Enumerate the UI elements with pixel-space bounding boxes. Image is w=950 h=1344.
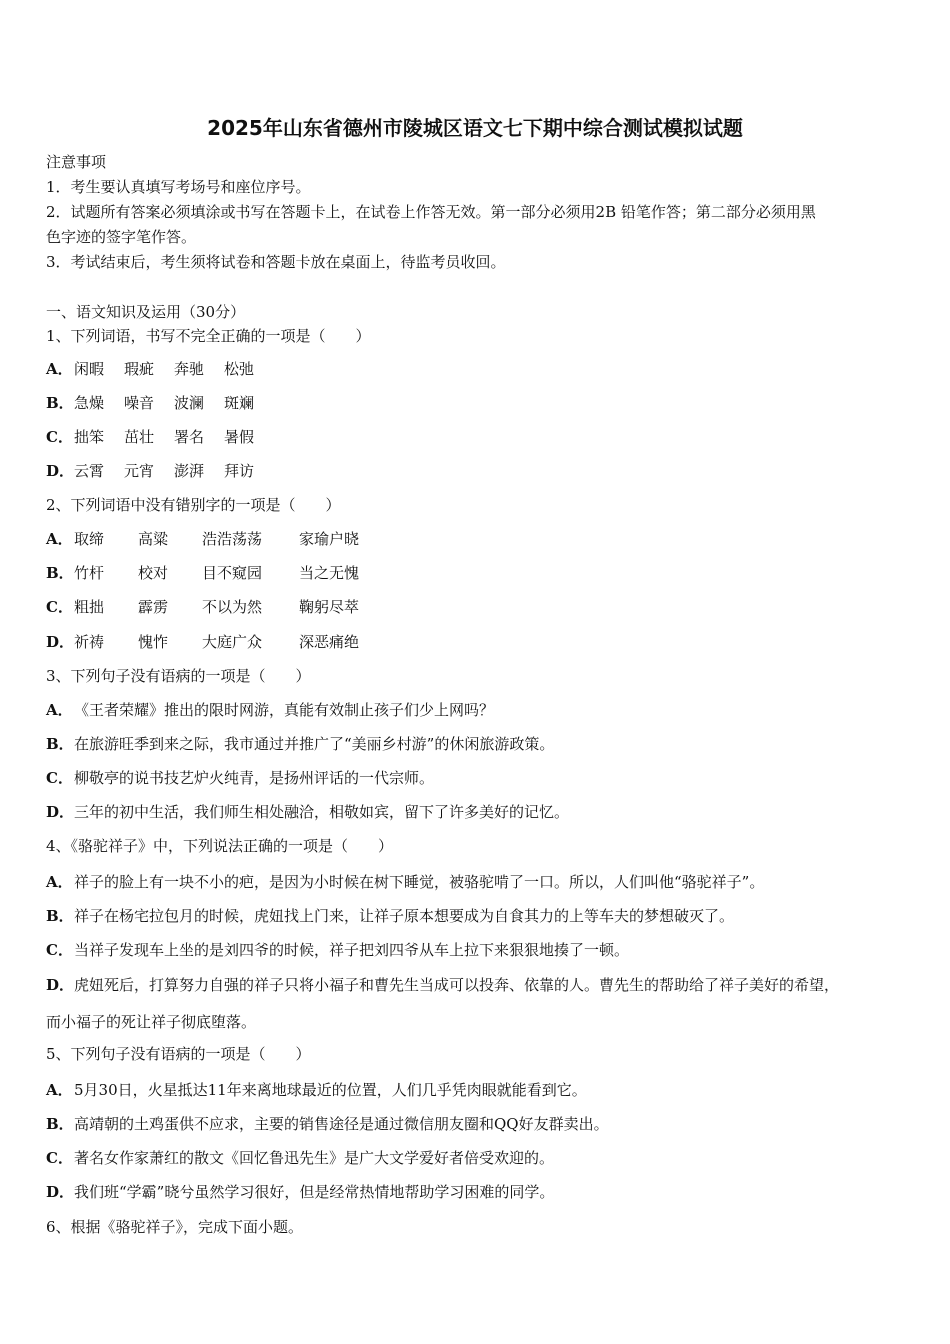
- option-word: 云霄: [74, 462, 105, 480]
- option-word: 当之无愧: [299, 564, 360, 582]
- option-word: 斑斓: [224, 394, 255, 412]
- option-word: 霹雳: [138, 598, 169, 616]
- option-word: 目不窥园: [202, 564, 263, 582]
- option-word: 元宵: [124, 462, 155, 480]
- option-word: 祈祷: [74, 633, 105, 651]
- q2-option-b[interactable]: [46, 563, 359, 583]
- q2-option-a[interactable]: [46, 529, 359, 549]
- option-label: C．: [46, 941, 73, 959]
- option-word: 浩浩荡荡: [202, 530, 263, 548]
- option-label: B．: [46, 394, 74, 412]
- option-label: A．: [46, 1081, 73, 1099]
- option-word: 瑕疵: [124, 360, 155, 378]
- option-text: 祥子在杨宅拉包月的时候，虎妞找上门来，让祥子原本想要成为自食其力的上等车夫的梦想破灭了。: [74, 907, 735, 925]
- q3-option-d[interactable]: [46, 802, 569, 822]
- q3-option-a[interactable]: [46, 700, 494, 720]
- notice-item-3: 3．考试结束后，考生须将试卷和答题卡放在桌面上，待监考员收回。: [46, 253, 506, 271]
- q5-option-c[interactable]: [46, 1148, 554, 1168]
- question-4-stem: 4、《骆驼祥子》中，下列说法正确的一项是（ ）: [46, 837, 394, 855]
- notice-heading: 注意事项: [46, 153, 107, 171]
- option-word: 松弛: [224, 360, 255, 378]
- section-heading: 一、语文知识及运用（30分）: [46, 303, 246, 321]
- option-text: 5月30日，火星抵达11年来离地球最近的位置，人们几乎凭肉眼就能看到它。: [74, 1081, 587, 1099]
- q1-option-d[interactable]: [46, 461, 274, 481]
- q4-option-d[interactable]: [46, 975, 839, 995]
- q1-option-b[interactable]: [46, 393, 274, 413]
- option-text: 在旅游旺季到来之际，我市通过并推广了“美丽乡村游”的休闲旅游政策。: [74, 735, 555, 753]
- option-label: B．: [46, 1115, 74, 1133]
- option-word: 取缔: [74, 530, 105, 548]
- option-label: C．: [46, 428, 73, 446]
- option-text: 虎妞死后，打算努力自强的祥子只将小福子和曹先生当成可以投奔、依靠的人。曹先生的帮助给了祥子美好的希望，: [74, 976, 840, 994]
- q4-option-b[interactable]: [46, 906, 734, 926]
- option-word: 深恶痛绝: [299, 633, 360, 651]
- option-text: 著名女作家萧红的散文《回忆鲁迅先生》是广大文学爱好者倍受欢迎的。: [74, 1149, 555, 1167]
- question-5-stem: 5、下列句子没有语病的一项是（ ）: [46, 1045, 311, 1063]
- q3-option-b[interactable]: [46, 734, 554, 754]
- q1-option-c[interactable]: [46, 427, 274, 447]
- option-label: D．: [46, 633, 75, 651]
- option-word: 竹杆: [74, 564, 105, 582]
- option-text: 柳敬亭的说书技艺炉火纯青，是扬州评话的一代宗师。: [74, 769, 435, 787]
- option-label: D．: [46, 462, 75, 480]
- option-label: D．: [46, 976, 75, 994]
- option-label: B．: [46, 564, 74, 582]
- notice-item-2-cont: 色字迹的签字笔作答。: [46, 228, 197, 246]
- option-word: 噪音: [124, 394, 155, 412]
- q5-option-d[interactable]: [46, 1182, 554, 1202]
- page-title: 2025年山东省德州市陵城区语文七下期中综合测试模拟试题: [207, 116, 743, 140]
- option-word: 急燥: [74, 394, 105, 412]
- option-word: 澎湃: [174, 462, 205, 480]
- q5-option-b[interactable]: [46, 1114, 609, 1134]
- option-label: D．: [46, 803, 75, 821]
- option-word: 高粱: [138, 530, 169, 548]
- option-word: 闲暇: [74, 360, 105, 378]
- option-word: 愧怍: [138, 633, 169, 651]
- option-text: 当祥子发现车上坐的是刘四爷的时候，祥子把刘四爷从车上拉下来狠狠地揍了一顿。: [74, 941, 630, 959]
- option-label: C．: [46, 769, 73, 787]
- option-word: 校对: [138, 564, 169, 582]
- option-label: A．: [46, 873, 73, 891]
- option-label: D．: [46, 1183, 75, 1201]
- option-word: 家瑜户晓: [299, 530, 360, 548]
- q2-option-d[interactable]: [46, 632, 359, 652]
- option-word: 署名: [174, 428, 205, 446]
- option-word: 茁壮: [124, 428, 155, 446]
- option-word: 波澜: [174, 394, 205, 412]
- q4-option-c[interactable]: [46, 940, 629, 960]
- notice-item-2: 2．试题所有答案必须填涂或书写在答题卡上，在试卷上作答无效。第一部分必须用2B 铅笔作答；第二部分必须用黑: [46, 203, 816, 221]
- option-text: 我们班“学霸”晓兮虽然学习很好，但是经常热情地帮助学习困难的同学。: [74, 1183, 555, 1201]
- option-label: A．: [46, 530, 73, 548]
- notice-item-1: 1．考生要认真填写考场号和座位序号。: [46, 178, 311, 196]
- option-text: 高靖朝的土鸡蛋供不应求，主要的销售途径是通过微信朋友圈和QQ好友群卖出。: [74, 1115, 609, 1133]
- q4-option-a[interactable]: [46, 872, 764, 892]
- option-text: 《王者荣耀》推出的限时网游，真能有效制止孩子们少上网吗？: [74, 701, 495, 719]
- option-label: A．: [46, 701, 73, 719]
- q1-option-a[interactable]: [46, 359, 274, 379]
- q2-option-c[interactable]: [46, 597, 359, 617]
- option-text: 祥子的脸上有一块不小的疤，是因为小时候在树下睡觉，被骆驼啃了一口。所以，人们叫他“骆驼祥子”。: [74, 873, 765, 891]
- question-6-stem: 6、根据《骆驼祥子》，完成下面小题。: [46, 1218, 304, 1236]
- option-word: 大庭广众: [202, 633, 263, 651]
- option-text: 三年的初中生活，我们师生相处融洽，相敬如宾，留下了许多美好的记忆。: [74, 803, 570, 821]
- option-word: 鞠躬尽萃: [299, 598, 360, 616]
- option-word: 暑假: [224, 428, 255, 446]
- option-word: 粗拙: [74, 598, 105, 616]
- option-word: 不以为然: [202, 598, 263, 616]
- option-label: B．: [46, 735, 74, 753]
- q4-option-d-continuation: 而小福子的死让祥子彻底堕落。: [46, 1013, 257, 1031]
- option-word: 奔驰: [174, 360, 205, 378]
- option-word: 拜访: [224, 462, 255, 480]
- q3-option-c[interactable]: [46, 768, 434, 788]
- question-3-stem: 3、下列句子没有语病的一项是（ ）: [46, 667, 311, 685]
- option-label: C．: [46, 598, 73, 616]
- q5-option-a[interactable]: [46, 1080, 587, 1100]
- question-2-stem: 2、下列词语中没有错别字的一项是（ ）: [46, 496, 341, 514]
- option-word: 拙笨: [74, 428, 105, 446]
- option-label: C．: [46, 1149, 73, 1167]
- question-1-stem: 1、下列词语，书写不完全正确的一项是（ ）: [46, 327, 371, 345]
- option-label: A．: [46, 360, 73, 378]
- option-label: B．: [46, 907, 74, 925]
